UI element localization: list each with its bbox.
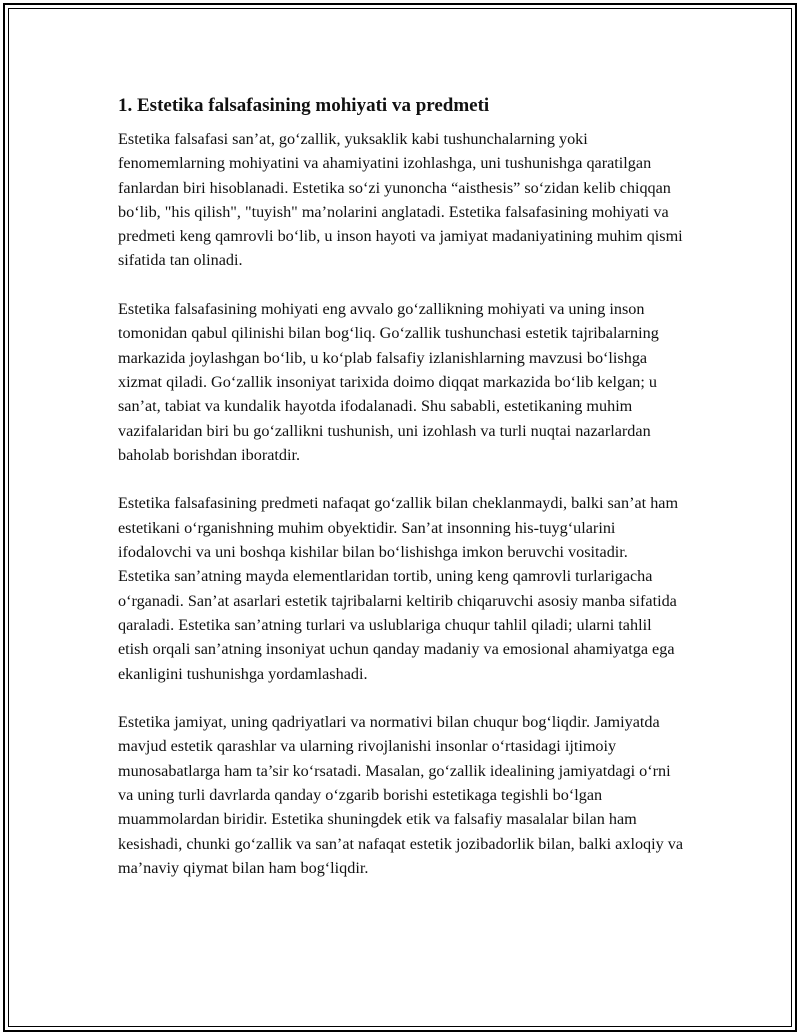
- paragraph-2: Estetika falsafasining mohiyati eng avvalo go‘zallikning mohiyati va uning inson tomonidan qabul qilinishi bilan bog‘liq. Go‘zallik tushunchasi estetik tajribalarning markazida joylashgan bo‘lib, u ko‘plab falsafiy izlanishlarning mavzusi bo‘lishga xizmat qiladi. Go‘zallik insoniyat tarixida doimo diqqat markazida bo‘lib kelgan; u san’at, tabiat va kundalik hayotda ifodalanadi. Shu sababli, estetikaning muhim vazifalaridan biri bu go‘zallikni tushunish, uni izohlash va turli nuqtai nazarlardan baholab borishdan iboratdir.: [118, 300, 659, 464]
- section-title: 1. Estetika falsafasining mohiyati va predmeti: [118, 95, 490, 116]
- paragraph-4: Estetika jamiyat, uning qadriyatlari va normativi bilan chuqur bog‘liqdir. Jamiyatda mavjud estetik qarashlar va ularning rivojlanishi insonlar o‘rtasidagi ijtimoiy munosabatlarga ham ta’sir ko‘rsatadi. Masalan, go‘zallik idealining jamiyatdagi o‘rni va uning turli davrlarda qanday o‘zgarib borishi estetikaga tegishli bo‘lgan muammolardan biridir. Estetika shuningdek etik va falsafiy masalalar bilan ham kesishadi, chunki go‘zallik va san’at nafaqat estetik jozibadorlik bilan, balki axloqiy va ma’naviy qiymat bilan ham bog‘liqdir.: [118, 713, 684, 877]
- paragraph-3: Estetika falsafasining predmeti nafaqat go‘zallik bilan cheklanmaydi, balki san’at ham estetikani o‘rganishning muhim obyektidir. San’at insonning his-tuyg‘ularini ifodalovchi va uni boshqa kishilar bilan bo‘lishishga imkon beruvchi vositadir. Estetika san’atning mayda elementlaridan tortib, uning keng qamrovli turlarigacha o‘rganadi. San’at asarlari estetik tajribalarni keltirib chiqaruvchi asosiy manba sifatida qaraladi. Estetika san’atning turlari va uslublariga chuqur tahlil qiladi; ularni tahlil etish orqali san’atning insoniyat uchun qanday madaniy va emosional ahamiyatga ega ekanligini tushunishga yordamlashadi.: [118, 494, 679, 683]
- paragraph-1: Estetika falsafasi san’at, go‘zallik, yuksaklik kabi tushunchalarning yoki fenomemlarning mohiyatini va ahamiyatini izohlashga, uni tushunishga qaratilgan fanlardan biri hisoblanadi. Estetika so‘zi yunoncha “aisthesis” so‘zidan kelib chiqqan bo‘lib, "his qilish", "tuyish" ma’nolarini anglatadi. Estetika falsafasining mohiyati va predmeti keng qamrovli bo‘lib, u inson hayoti va jamiyat madaniyatining muhim qismi sifatida tan olinadi.: [118, 130, 683, 270]
- document-body: [118, 94, 684, 905]
